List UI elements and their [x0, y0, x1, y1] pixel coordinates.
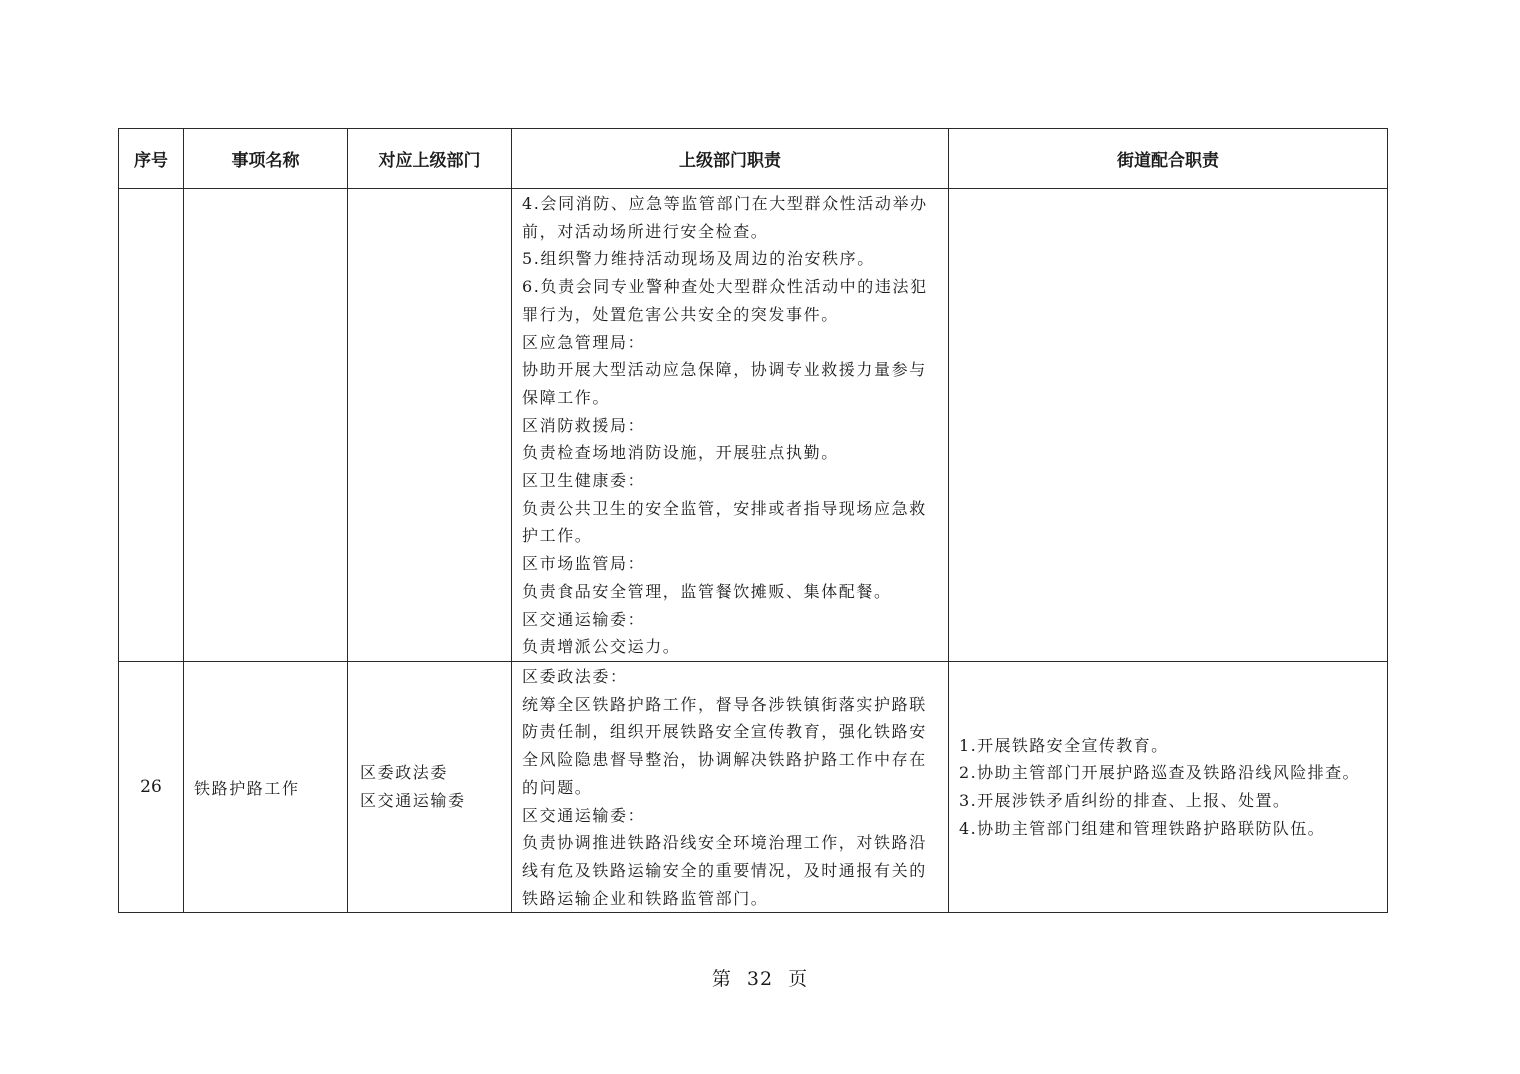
duty-line: 5.组织警力维持活动现场及周边的治安秩序。 — [522, 249, 875, 269]
duty-line: 负责公共卫生的安全监管，安排或者指导现场应急救护工作。 — [522, 498, 927, 546]
street-duty-line: 3.开展涉铁矛盾纠纷的排查、上报、处置。 — [959, 791, 1291, 811]
header-dept: 对应上级部门 — [348, 129, 512, 189]
header-item-name: 事项名称 — [184, 129, 348, 189]
duty-line: 负责食品安全管理，监管餐饮摊贩、集体配餐。 — [522, 581, 892, 601]
duty-line: 区委政法委： — [522, 667, 628, 686]
header-upper-duty: 上级部门职责 — [512, 129, 949, 189]
duty-line: 负责检查场地消防设施，开展驻点执勤。 — [522, 443, 839, 463]
header-seq: 序号 — [119, 129, 184, 189]
row-upper-duty — [512, 189, 949, 662]
street-duty-line: 4.协助主管部门组建和管理铁路护路联防队伍。 — [959, 818, 1326, 838]
table-row — [119, 189, 1388, 662]
duty-line: 负责增派公交运力。 — [522, 637, 681, 657]
duty-line: 统筹全区铁路护路工作，督导各涉铁镇街落实护路联防责任制，组织开展铁路安全宣传教育，强化铁路安全风险隐患督导整治，协调解决铁路护路工作中存在的问题。 — [522, 694, 927, 797]
duty-line: 区交通运输委： — [522, 805, 646, 825]
page-suffix: 页 — [788, 968, 809, 990]
duty-line: 协助开展大型活动应急保障，协调专业救援力量参与保障工作。 — [522, 360, 927, 407]
row-item-name: 铁路护路工作 — [184, 662, 348, 913]
duty-line: 区市场监管局： — [522, 554, 646, 574]
row-street-duty — [949, 662, 1388, 913]
row-seq — [119, 189, 184, 662]
dept-line: 区交通运输委 — [360, 791, 466, 811]
row-dept — [348, 189, 512, 662]
table-header-row — [119, 129, 1388, 189]
header-street-duty: 街道配合职责 — [949, 129, 1388, 189]
duty-line: 6.负责会同专业警种查处大型群众性活动中的违法犯罪行为，处置危害公共安全的突发事件。 — [522, 277, 928, 324]
duty-table — [118, 128, 1388, 913]
page-number-footer — [0, 964, 1520, 991]
row-item-name — [184, 189, 348, 662]
duty-line: 区交通运输委： — [522, 609, 646, 629]
page-number: 32 — [746, 968, 774, 990]
page-prefix: 第 — [711, 968, 732, 990]
street-duty-line: 2.协助主管部门开展护路巡查及铁路沿线风险排查。 — [959, 763, 1360, 783]
street-duty-line: 1.开展铁路安全宣传教育。 — [959, 735, 1169, 755]
row-seq: 26 — [119, 662, 184, 913]
dept-line: 区委政法委 — [360, 763, 449, 783]
table-row — [119, 662, 1388, 913]
duty-line: 区卫生健康委： — [522, 471, 646, 491]
duty-line: 4.会同消防、应急等监管部门在大型群众性活动举办前，对活动场所进行安全检查。 — [522, 194, 928, 241]
duty-line: 负责协调推进铁路沿线安全环境治理工作，对铁路沿线有危及铁路运输安全的重要情况，及时通报有关的铁路运输企业和铁路监管部门。 — [522, 833, 927, 908]
duty-line: 区消防救援局： — [522, 415, 646, 435]
duty-line: 区应急管理局： — [522, 332, 646, 352]
row-street-duty — [949, 189, 1388, 662]
row-upper-duty — [512, 662, 949, 913]
row-dept — [348, 662, 512, 913]
